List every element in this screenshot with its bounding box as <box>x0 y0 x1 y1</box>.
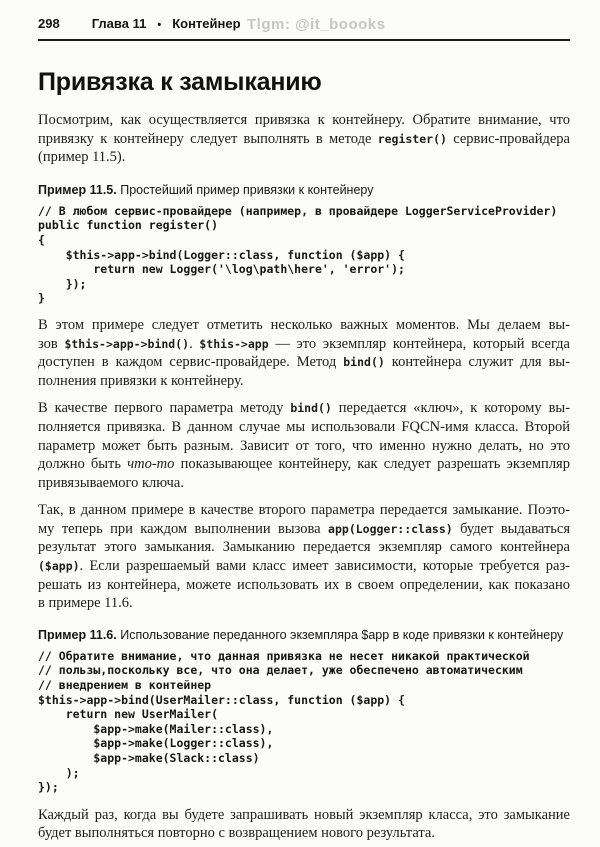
text-line: в примере 11.6. <box>38 595 133 612</box>
text-line: ($app). Если разрешаемый вами класс имеет зависимости, которые требуется раз- <box>38 558 570 575</box>
text-line: параметр может быть разным. Зависит от того, что именно нужно делать, но это <box>38 437 570 454</box>
code-line: }); <box>38 276 87 291</box>
text-line: результат этого замыкания. Замыканию передается экземпляр самого контейнера <box>38 539 570 556</box>
text-line: привязываемого ключа. <box>38 474 184 491</box>
text-line: полняется привязка. В данном случае мы использовали FQCN-имя класса. Второй <box>38 418 570 435</box>
telegram-watermark: Tlgm: @it_boooks <box>247 16 386 33</box>
text-line: должно быть что-то показывающее контейнеру, как следует разрешать экземпляр <box>38 456 570 473</box>
page-number: 298 <box>38 16 60 31</box>
text-line: му теперь при каждом выполнении вызова app(Logger::class) будет выдаваться <box>38 520 570 537</box>
text-line: В этом примере следует отметить несколько важных моментов. Мы делаем вы- <box>38 316 570 333</box>
code-listing <box>38 649 570 795</box>
code-line: $app->make(Slack::class) <box>38 751 260 765</box>
code-line: // внедрением в контейнер <box>38 678 212 693</box>
text-line: В качестве первого параметра методу bind() передается «ключ», к которому вы- <box>38 400 570 417</box>
text-line: доступен в каждом сервис-провайдере. Метод bind() контейнера служит для вы- <box>38 354 570 371</box>
body-paragraph <box>38 806 570 843</box>
code-line: return new Logger('\log\path\here', 'error'); <box>38 262 405 277</box>
body-paragraph <box>38 501 570 613</box>
code-line: // пользы,поскольку все, что она делает, уже обеспечено автоматическим <box>38 663 523 678</box>
chapter-label: Глава 11 <box>91 16 147 31</box>
code-line: public function register() <box>38 218 219 233</box>
code-line: $this->app->bind(Logger::class, function ($app) { <box>38 247 405 262</box>
text-line: (пример 11.5). <box>38 149 126 166</box>
bullet-separator: • <box>157 19 162 31</box>
text-line: Посмотрим, как осуществляется привязка к контейнеру. Обратите внимание, что <box>38 112 570 128</box>
running-head <box>38 16 570 33</box>
listing-caption-text: Простейший пример привязки к контейнеру <box>116 182 374 197</box>
code-line: // В любом сервис-провайдере (например, в провайдере LoggerServiceProvider) <box>38 203 558 218</box>
header-rule <box>38 39 570 41</box>
code-line: ); <box>38 765 80 780</box>
code-line: $app->make(Logger::class), <box>38 736 274 751</box>
listing-caption <box>38 628 570 643</box>
body-paragraph <box>38 399 570 492</box>
code-line: }); <box>38 780 59 795</box>
code-line: return new UserMailer( <box>38 707 219 722</box>
body-paragraph <box>38 111 570 167</box>
text-line: решать из контейнера, можете использовать их в своем определении, как показано <box>38 576 570 593</box>
text-line: будет выполняться повторно с возвращением нового результата. <box>38 825 435 842</box>
listing-label: Пример 11.5. <box>38 182 117 197</box>
listing-label: Пример 11.6. <box>38 627 117 642</box>
code-line: $app->make(Mailer::class), <box>38 721 274 736</box>
text-line: привязку к контейнеру следует выполнять в методе register() сервис-провайдера <box>38 130 570 147</box>
text-line: зов $this->app->bind(). $this->app — это экземпляр контейнера, который всегда <box>38 335 570 352</box>
listing-caption-text: Использование переданного экземпляра $app в коде привязки к контейнеру <box>116 627 564 642</box>
text-line: полнения привязки к контейнеру. <box>38 372 244 389</box>
code-line: // Обратите внимание, что данная привязка не несет никакой практической <box>38 648 530 663</box>
code-line: { <box>38 232 45 247</box>
code-line: $this->app->bind(UserMailer::class, function ($app) { <box>38 692 405 707</box>
page-title: Привязка к замыканию <box>38 68 322 96</box>
section-label: Контейнер <box>172 16 241 31</box>
text-line: Каждый раз, когда вы будете запрашивать новый экземпляр класса, это замыкание <box>38 806 570 823</box>
listing-caption <box>38 183 570 198</box>
code-line: } <box>38 291 45 306</box>
body-paragraph <box>38 316 570 390</box>
code-listing <box>38 204 570 306</box>
text-line: Так, в данном примере в качестве второго параметра передается замыкание. Поэто- <box>38 502 570 519</box>
